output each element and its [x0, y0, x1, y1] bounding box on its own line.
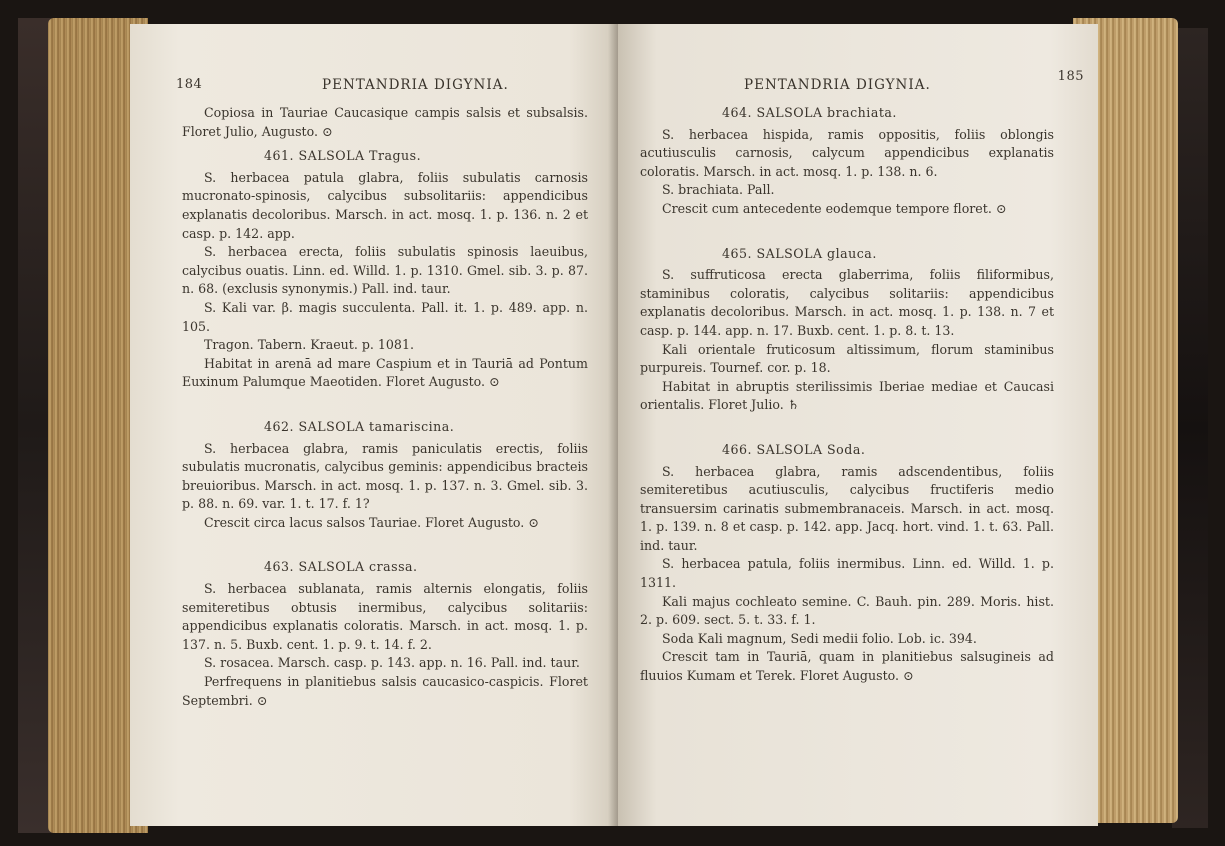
- text-paragraph: S. brachiata. Pall.: [662, 182, 775, 198]
- text-paragraph: Crescit tam in Tauriā, quam in planitiebus salsugineis ad fluuios Kumam et Terek. Floret Augusto. ⊙: [640, 649, 1054, 684]
- text-paragraph: Copiosa in Tauriae Caucasique campis salsis et subsalsis. Floret Julio, Augusto. ⊙: [182, 105, 588, 139]
- species-heading: 461. SALSOLA Tragus.: [264, 148, 422, 164]
- left-page-header: [176, 76, 588, 98]
- text-paragraph: S. Kali var. β. magis succulenta. Pall. it. 1. p. 489. app. n. 105.: [182, 299, 588, 334]
- text-paragraph: S. herbacea patula glabra, foliis subulatis carnosis mucronato-spinosis, calycibus subsolitariis: appendicibus explanatis decoloribus. Marsch. in act. mosq. 1. p. 136. n. 2 et casp. p. 142. app.: [182, 169, 588, 241]
- text-paragraph: Crescit circa lacus salsos Tauriae. Floret Augusto. ⊙: [204, 514, 539, 530]
- text-paragraph: S. suffruticosa erecta glaberrima, foliis filiformibus, staminibus coloratis, calycibus solitariis: appendicibus explanatis decoloribus. Marsch. in act. mosq. 1. p. 138. n. 7 et casp. p. 144. app. n. 17. Buxb. cent. 1. p. 8. t. 13.: [640, 267, 1054, 338]
- right-page: [618, 24, 1098, 826]
- text-paragraph: Perfrequens in planitiebus salsis caucasico-caspicis. Floret Septembri. ⊙: [182, 674, 588, 708]
- left-page-body: [182, 104, 588, 710]
- species-heading: 463. SALSOLA crassa.: [264, 559, 418, 575]
- text-paragraph: S. herbacea erecta, foliis subulatis spinosis laeuibus, calycibus ouatis. Linn. ed. Willd. 1. p. 1310. Gmel. sib. 3. p. 87. n. 68. (exclusis synonymis.) Pall. ind. taur.: [182, 244, 588, 297]
- running-head: PENTANDRIA DIGYNIA.: [322, 77, 509, 93]
- running-head: PENTANDRIA DIGYNIA.: [744, 77, 931, 93]
- open-book: [18, 18, 1208, 833]
- text-paragraph: Crescit cum antecedente eodemque tempore floret. ⊙: [662, 200, 1007, 216]
- text-paragraph: Kali majus cochleato semine. C. Bauh. pin. 289. Moris. hist. 2. p. 609. sect. 5. t. 33. f. 1.: [640, 593, 1054, 628]
- text-paragraph: S. herbacea patula, foliis inermibus. Linn. ed. Willd. 1. p. 1311.: [640, 556, 1054, 591]
- text-paragraph: S. rosacea. Marsch. casp. p. 143. app. n. 16. Pall. ind. taur.: [204, 655, 580, 671]
- text-paragraph: S. herbacea hispida, ramis oppositis, foliis oblongis acutiusculis carnosis, calycum appendicibus explanatis coloratis. Marsch. in act. mosq. 1. p. 138. n. 6.: [640, 126, 1054, 179]
- text-paragraph: Habitat in abruptis sterilissimis Iberiae mediae et Caucasi orientalis. Floret Julio. ♄: [640, 378, 1054, 413]
- text-paragraph: Soda Kali magnum, Sedi medii folio. Lob. ic. 394.: [662, 630, 977, 646]
- text-paragraph: Habitat in arenā ad mare Caspium et in Tauriā ad Pontum Euxinum Palumque Maeotiden. Floret Augusto. ⊙: [182, 355, 588, 390]
- left-page: [130, 24, 618, 826]
- species-heading: 464. SALSOLA brachiata.: [722, 105, 897, 120]
- right-page-header: [640, 69, 1084, 98]
- text-paragraph: S. herbacea glabra, ramis paniculatis erectis, foliis subulatis mucronatis, calycibus geminis: appendicibus bracteis breuioribus. Marsch. in act. mosq. 1. p. 137. n. 3. Gmel. sib. 3. p. 88. n. 69. var. 1. t. 17. f. 1?: [182, 440, 588, 512]
- text-paragraph: S. herbacea sublanata, ramis alternis elongatis, foliis semiteretibus obtusis inermibus, calycibus solitariis: appendicibus explanatis coloratis. Marsch. in act. mosq. 1. p. 137. n. 5. Buxb. cent. 1. p. 9. t. 14. f. 2.: [182, 581, 588, 652]
- species-heading: 462. SALSOLA tamariscina.: [264, 418, 455, 434]
- page-number: 185: [1057, 69, 1084, 84]
- text-paragraph: S. herbacea glabra, ramis adscendentibus, foliis semiteretibus acutiusculis, calycibus fructiferis medio transuersim carinatis submembranaceis. Marsch. in act. mosq. 1. p. 139. n. 8 et casp. p. 142. app. Jacq. hort. vind. 1. t. 63. Pall. ind. taur.: [640, 463, 1054, 553]
- species-heading: 466. SALSOLA Soda.: [722, 441, 866, 457]
- species-heading: 465. SALSOLA glauca.: [722, 245, 877, 261]
- right-page-body: [640, 104, 1054, 686]
- text-paragraph: Kali orientale fruticosum altissimum, florum staminibus purpureis. Tournef. cor. p. 18.: [640, 341, 1054, 376]
- page-number: 184: [176, 77, 203, 92]
- text-paragraph: Tragon. Tabern. Kraeut. p. 1081.: [204, 337, 414, 353]
